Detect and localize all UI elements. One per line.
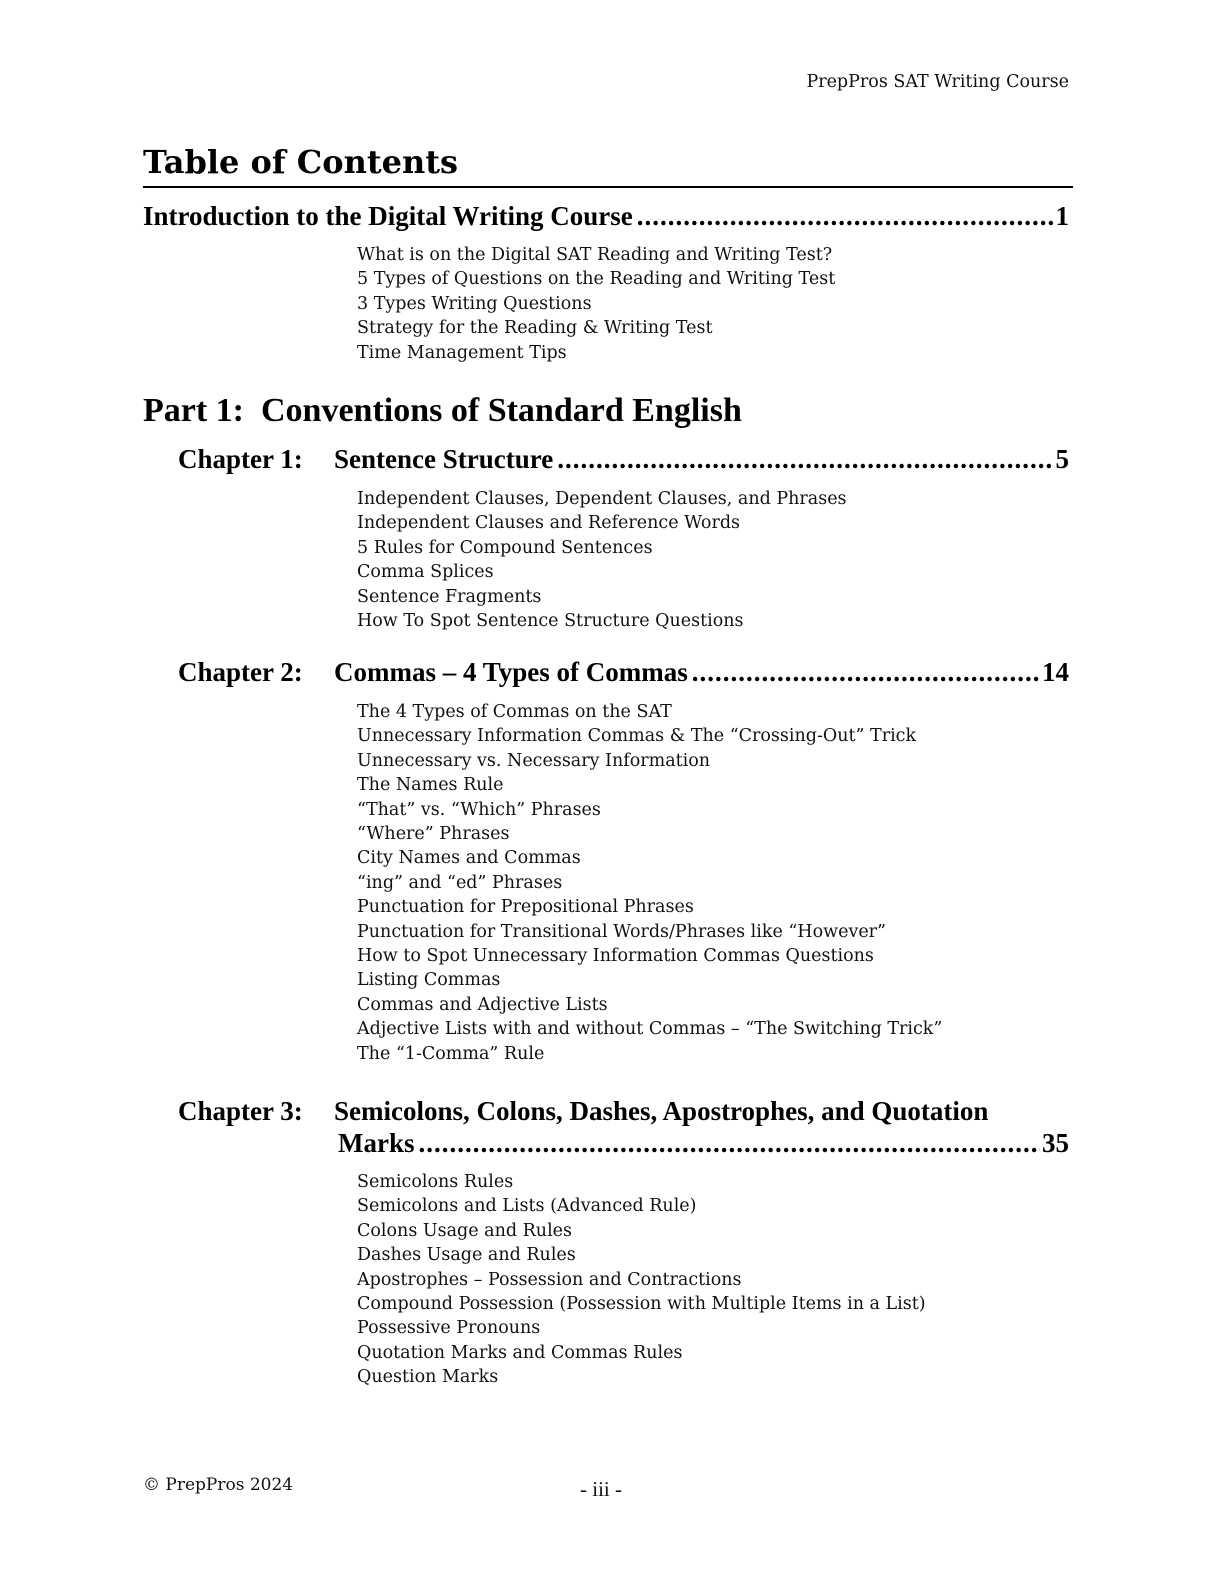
list-item: The Names Rule bbox=[357, 775, 504, 796]
list-item: Colons Usage and Rules bbox=[357, 1220, 573, 1241]
list-item: Possessive Pronouns bbox=[357, 1318, 541, 1339]
chapter-2-subtopics bbox=[357, 700, 942, 1066]
list-item: Independent Clauses and Reference Words bbox=[357, 513, 741, 534]
toc-entry-chapter-1[interactable] bbox=[334, 443, 1069, 476]
list-item: Dashes Usage and Rules bbox=[357, 1245, 576, 1266]
list-item: What is on the Digital SAT Reading and Writing Test? bbox=[357, 245, 833, 265]
list-item: Quotation Marks and Commas Rules bbox=[357, 1342, 683, 1363]
list-item: City Names and Commas bbox=[357, 848, 581, 869]
footer-page-number: - iii - bbox=[580, 1477, 622, 1501]
list-item: Apostrophes – Possession and Contractions bbox=[357, 1269, 742, 1290]
toc-title: Table of Contents bbox=[143, 142, 1073, 188]
list-item: Semicolons Rules bbox=[357, 1172, 514, 1192]
toc-entry-title: Introduction to the Digital Writing Course bbox=[143, 201, 633, 231]
list-item: Punctuation for Transitional Words/Phrases like “However” bbox=[357, 921, 886, 942]
toc-page-number: 5 bbox=[1055, 444, 1069, 474]
toc-page-number: 14 bbox=[1042, 657, 1069, 687]
list-item: Unnecessary vs. Necessary Information bbox=[357, 750, 711, 771]
dot-leader bbox=[419, 1127, 1041, 1160]
list-item: The “1-Comma” Rule bbox=[357, 1043, 545, 1064]
toc-page-number: 35 bbox=[1042, 1128, 1069, 1158]
list-item: Question Marks bbox=[357, 1367, 499, 1388]
running-header: PrepPros SAT Writing Course bbox=[806, 72, 1069, 92]
toc-entry-title: Sentence Structure bbox=[334, 444, 554, 474]
toc-page-number: 1 bbox=[1055, 201, 1069, 231]
list-item: Strategy for the Reading & Writing Test bbox=[357, 318, 713, 339]
toc-entry-introduction[interactable] bbox=[143, 198, 1069, 234]
list-item: Comma Splices bbox=[357, 562, 494, 583]
dot-leader bbox=[637, 198, 1054, 234]
list-item: How To Spot Sentence Structure Questions bbox=[357, 611, 744, 632]
list-item: “That” vs. “Which” Phrases bbox=[357, 799, 601, 820]
footer-copyright: © PrepPros 2024 bbox=[143, 1475, 294, 1495]
list-item: Adjective Lists with and without Commas – “The Switching Trick” bbox=[357, 1019, 943, 1040]
toc-entry-chapter-2[interactable] bbox=[334, 656, 1069, 689]
list-item: Unnecessary Information Commas & The “Crossing-Out” Trick bbox=[357, 726, 917, 747]
list-item: The 4 Types of Commas on the SAT bbox=[357, 702, 672, 722]
list-item: Semicolons and Lists (Advanced Rule) bbox=[357, 1196, 697, 1217]
chapter-3-subtopics bbox=[357, 1170, 926, 1390]
introduction-subtopics bbox=[357, 243, 835, 365]
list-item: Listing Commas bbox=[357, 970, 501, 991]
toc-entry-title-line1[interactable]: Semicolons, Colons, Dashes, Apostrophes, and Quotation bbox=[334, 1096, 989, 1126]
part-title: Part 1: Conventions of Standard English bbox=[143, 392, 742, 429]
dot-leader bbox=[557, 443, 1053, 476]
list-item: 5 Rules for Compound Sentences bbox=[357, 537, 653, 558]
list-item: Compound Possession (Possession with Multiple Items in a List) bbox=[357, 1294, 926, 1315]
chapter-label: Chapter 3: bbox=[178, 1096, 303, 1126]
list-item: How to Spot Unnecessary Information Commas Questions bbox=[357, 946, 874, 967]
dot-leader bbox=[692, 656, 1040, 689]
list-item: “Where” Phrases bbox=[357, 824, 510, 845]
toc-entry-chapter-3[interactable] bbox=[338, 1127, 1069, 1160]
toc-entry-title: Marks bbox=[338, 1128, 415, 1158]
list-item: Independent Clauses, Dependent Clauses, and Phrases bbox=[357, 489, 847, 509]
list-item: 3 Types Writing Questions bbox=[357, 293, 592, 314]
list-item: Time Management Tips bbox=[357, 342, 567, 363]
chapter-label: Chapter 1: bbox=[178, 444, 303, 474]
list-item: “ing” and “ed” Phrases bbox=[357, 872, 563, 893]
toc-entry-title: Commas – 4 Types of Commas bbox=[334, 657, 688, 687]
list-item: 5 Types of Questions on the Reading and Writing Test bbox=[357, 269, 836, 290]
list-item: Commas and Adjective Lists bbox=[357, 994, 608, 1015]
chapter-1-subtopics bbox=[357, 487, 847, 633]
list-item: Punctuation for Prepositional Phrases bbox=[357, 897, 694, 918]
list-item: Sentence Fragments bbox=[357, 586, 542, 607]
chapter-label: Chapter 2: bbox=[178, 657, 303, 687]
